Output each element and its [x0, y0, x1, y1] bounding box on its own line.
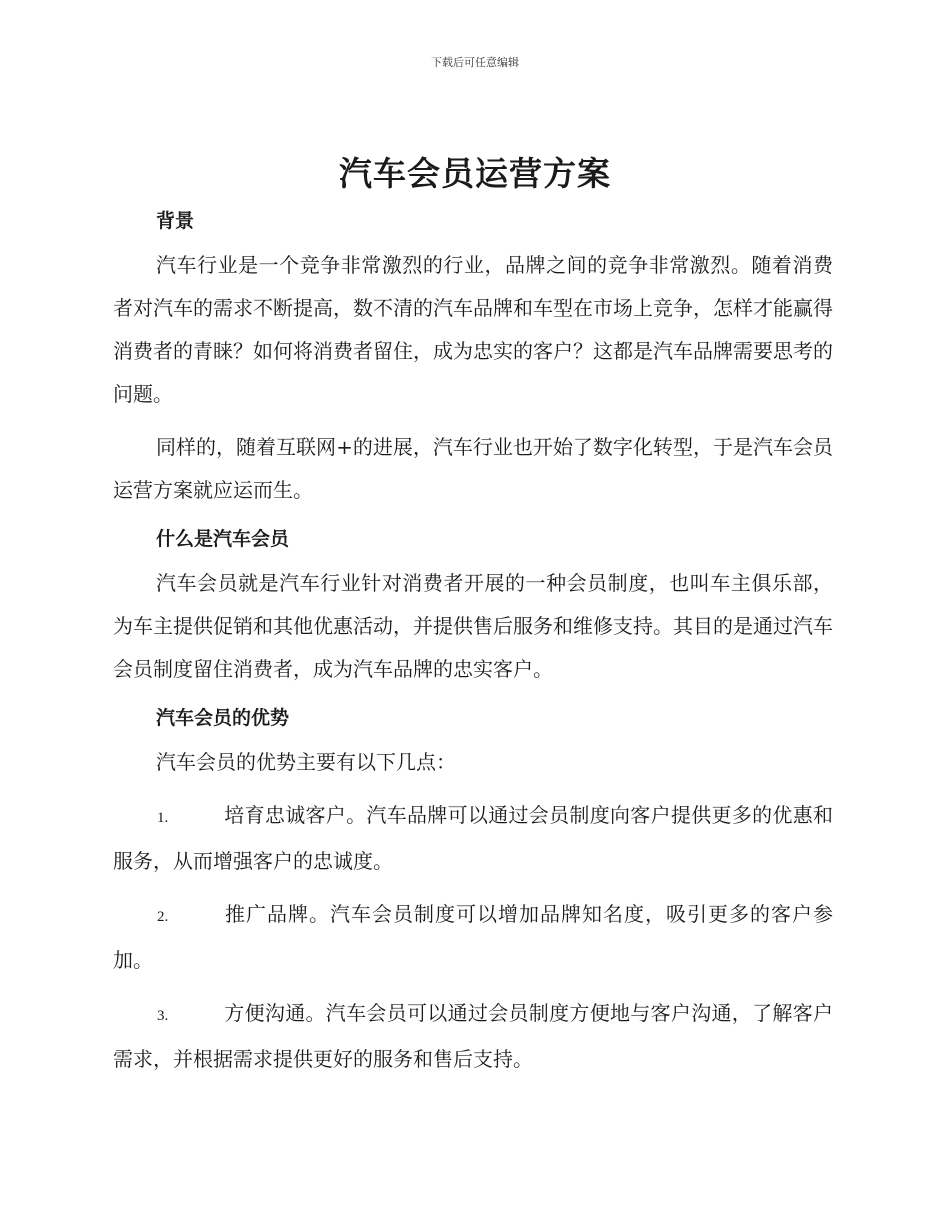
section-heading-background: 背景 [156, 210, 195, 232]
list-item-text: 方便沟通。汽车会员可以通过会员制度方便地与客户沟通，了解客户需求，并根据需求提供更好的服务和售后支持。 [113, 1001, 833, 1071]
header-note: 下载后可任意编辑 [431, 56, 519, 69]
section-heading-advantages: 汽车会员的优势 [156, 707, 290, 729]
document-title: 汽车会员运营方案 [339, 154, 611, 193]
list-number: 1. [157, 810, 169, 826]
paragraph: 汽车行业是一个竞争非常激烈的行业，品牌之间的竞争非常激烈。随着消费者对汽车的需求不断提高，数不清的汽车品牌和车型在市场上竞争，怎样才能赢得消费者的青睐？如何将消费者留住，成为忠实的客户？这都是汽车品牌需要思考的问题。 [113, 253, 833, 406]
paragraph: 同样的，随着互联网+的进展，汽车行业也开始了数字化转型，于是汽车会员运营方案就应运而生。 [113, 435, 833, 502]
list-number: 2. [157, 909, 169, 925]
list-number: 3. [157, 1008, 169, 1024]
list-item [113, 794, 833, 883]
document-body [113, 204, 833, 1081]
list-item [113, 893, 833, 982]
section-heading-what-is: 什么是汽车会员 [156, 528, 290, 550]
list-item-text: 培育忠诚客户。汽车品牌可以通过会员制度向客户提供更多的优惠和服务，从而增强客户的忠诚度。 [113, 803, 833, 873]
list-item [113, 992, 833, 1081]
list-item-text: 推广品牌。汽车会员制度可以增加品牌知名度，吸引更多的客户参加。 [113, 902, 833, 972]
paragraph: 汽车会员就是汽车行业针对消费者开展的一种会员制度，也叫车主俱乐部，为车主提供促销和其他优惠活动，并提供售后服务和维修支持。其目的是通过汽车会员制度留住消费者，成为汽车品牌的忠实客户。 [113, 571, 833, 681]
paragraph: 汽车会员的优势主要有以下几点： [156, 750, 456, 774]
